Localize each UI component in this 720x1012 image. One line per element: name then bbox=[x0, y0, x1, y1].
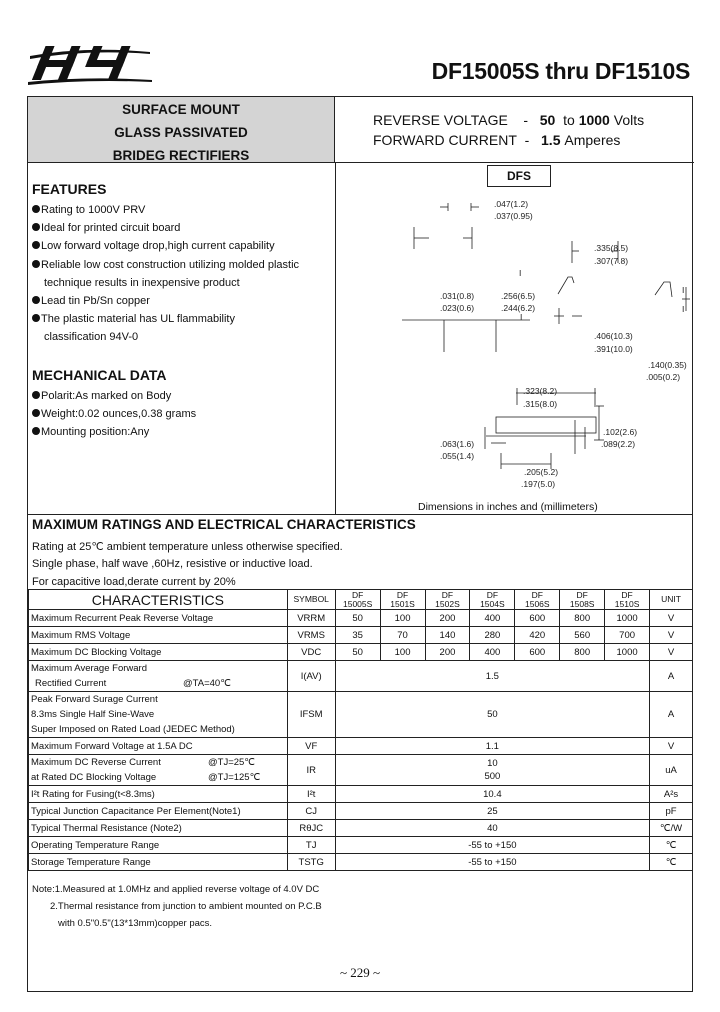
dim-label: .140(0.35) bbox=[648, 360, 687, 370]
list-item: Mounting position:Any bbox=[32, 423, 196, 441]
dim-label: .023(0.6) bbox=[440, 303, 475, 313]
table-row bbox=[29, 786, 693, 803]
characteristic-line: Maximum RMS Voltage bbox=[31, 629, 131, 641]
row-value: 1.1 bbox=[485, 740, 499, 752]
bullet-icon bbox=[32, 223, 40, 231]
dim-label: .197(5.0) bbox=[521, 479, 556, 489]
row-value-span bbox=[335, 692, 649, 738]
row-value: 100 bbox=[380, 610, 425, 627]
row-unit: uA bbox=[650, 755, 693, 786]
row-value: 280 bbox=[470, 627, 515, 644]
list-item: Lead tin Pb/Sn copper bbox=[32, 292, 299, 310]
row-value: 600 bbox=[515, 610, 560, 627]
row-unit: V bbox=[650, 610, 693, 627]
row-characteristic bbox=[29, 786, 288, 803]
col-header-unit: UNIT bbox=[650, 590, 693, 610]
page-title: DF15005S thru DF1510S bbox=[431, 58, 690, 84]
dim-label: I bbox=[519, 268, 522, 278]
row-value-span bbox=[335, 820, 649, 837]
list-item-continuation: technique results in inexpensive product bbox=[44, 276, 240, 289]
row-value: -55 to +150 bbox=[468, 856, 517, 868]
condition-text: @TJ=25℃ bbox=[208, 757, 255, 768]
list-item-continuation: classification 94V-0 bbox=[44, 331, 139, 344]
row-value-span bbox=[335, 786, 649, 803]
dim-label: .323(8.2) bbox=[523, 386, 558, 396]
dim-label: .031(0.8) bbox=[440, 291, 475, 301]
row-value: 25 bbox=[487, 805, 498, 817]
datasheet-frame bbox=[27, 96, 693, 992]
row-value-span bbox=[335, 755, 649, 786]
row-unit: ℃ bbox=[650, 854, 693, 871]
table-row bbox=[29, 738, 693, 755]
condition-text: @TA=40℃ bbox=[183, 678, 231, 689]
row-symbol: IFSM bbox=[287, 692, 335, 738]
dim-label: .335(8.5) bbox=[594, 243, 629, 253]
row-value: 1000 bbox=[605, 610, 650, 627]
table-row bbox=[29, 610, 693, 627]
dim-label: .256(6.5) bbox=[501, 291, 536, 301]
bullet-icon bbox=[32, 205, 40, 213]
product-type-line: SURFACE MOUNT bbox=[122, 102, 240, 117]
footnote: 2.Thermal resistance from junction to ambient mounted on P.C.B bbox=[50, 901, 322, 912]
dim-label: I bbox=[520, 312, 523, 322]
row-value: -55 to +150 bbox=[468, 839, 517, 851]
row-unit: V bbox=[650, 627, 693, 644]
rating-note: Rating at 25℃ ambient temperature unless otherwise specified. bbox=[32, 541, 343, 553]
fc-dash: - bbox=[524, 132, 530, 148]
table-row bbox=[29, 692, 693, 738]
row-symbol: TJ bbox=[287, 837, 335, 854]
characteristic-line: Maximum Forward Voltage at 1.5A DC bbox=[31, 740, 193, 752]
row-unit: pF bbox=[650, 803, 693, 820]
row-value-span bbox=[335, 803, 649, 820]
row-value: 700 bbox=[605, 627, 650, 644]
dim-label: .055(1.4) bbox=[440, 451, 475, 461]
bullet-icon bbox=[32, 409, 40, 417]
col-header-part: DF 15005S bbox=[335, 590, 380, 610]
row-unit: ℃ bbox=[650, 837, 693, 854]
characteristic-line: Maximum DC Reverse Current @TJ=25℃ bbox=[31, 757, 255, 768]
table-row bbox=[29, 644, 693, 661]
table-header-row bbox=[29, 590, 693, 610]
table-row bbox=[29, 820, 693, 837]
col-header-part: DF 1501S bbox=[380, 590, 425, 610]
table-row bbox=[29, 854, 693, 871]
rv-unit: Volts bbox=[613, 112, 645, 128]
row-value-span bbox=[335, 854, 649, 871]
reverse-voltage-line bbox=[373, 110, 694, 130]
col-header-part: DF 1510S bbox=[605, 590, 650, 610]
col-header-part: DF 1508S bbox=[560, 590, 605, 610]
characteristic-line: Typical Junction Capacitance Per Element(Note1) bbox=[31, 805, 241, 817]
characteristics-table bbox=[28, 589, 693, 871]
list-item: Weight:0.02 ounces,0.38 grams bbox=[32, 405, 196, 423]
row-value: 500 bbox=[484, 771, 501, 782]
row-value: 600 bbox=[515, 644, 560, 661]
mechanical-list bbox=[32, 387, 196, 442]
bullet-icon bbox=[32, 391, 40, 399]
forward-current-line bbox=[373, 130, 694, 150]
row-value-span bbox=[335, 661, 649, 692]
row-characteristic bbox=[29, 803, 288, 820]
row-unit: V bbox=[650, 644, 693, 661]
dim-label: .037(0.95) bbox=[494, 211, 533, 221]
characteristic-line: Maximum Recurrent Peak Reverse Voltage bbox=[31, 612, 214, 624]
dim-label: I bbox=[682, 304, 685, 314]
features-list bbox=[32, 201, 299, 347]
row-symbol: VF bbox=[287, 738, 335, 755]
bullet-icon bbox=[32, 241, 40, 249]
list-item: Polarit:As marked on Body bbox=[32, 387, 196, 405]
characteristic-line: Super Imposed on Rated Load (JEDEC Method) bbox=[31, 724, 235, 735]
row-characteristic bbox=[29, 755, 288, 786]
row-symbol: CJ bbox=[287, 803, 335, 820]
row-characteristic bbox=[29, 837, 288, 854]
page-number: ~ 229 ~ bbox=[340, 965, 381, 980]
characteristic-line: Maximum DC Blocking Voltage bbox=[31, 646, 162, 658]
table-row bbox=[29, 627, 693, 644]
dim-label: .391(10.0) bbox=[594, 344, 633, 354]
rating-note: For capacitive load,derate current by 20% bbox=[32, 576, 236, 588]
row-value: 50 bbox=[487, 709, 498, 720]
row-symbol: I(AV) bbox=[287, 661, 335, 692]
dim-label: I bbox=[682, 285, 685, 295]
bullet-icon bbox=[32, 296, 40, 304]
list-item: Low forward voltage drop,high current capability bbox=[32, 237, 299, 255]
row-value: 800 bbox=[560, 610, 605, 627]
dim-label: .102(2.6) bbox=[603, 427, 638, 437]
characteristic-line: Storage Temperature Range bbox=[31, 856, 151, 868]
row-symbol: VRMS bbox=[287, 627, 335, 644]
rv-label: REVERSE VOLTAGE bbox=[373, 112, 508, 128]
characteristic-line: Typical Thermal Resistance (Note2) bbox=[31, 822, 182, 834]
row-characteristic bbox=[29, 820, 288, 837]
row-characteristic bbox=[29, 627, 288, 644]
hy-logo bbox=[26, 40, 156, 88]
row-characteristic bbox=[29, 661, 288, 692]
table-row bbox=[29, 755, 693, 786]
characteristic-line: I²t Rating for Fusing(t<8.3ms) bbox=[31, 788, 155, 800]
dim-label: .244(6.2) bbox=[501, 303, 536, 313]
dim-label: .307(7.8) bbox=[594, 256, 629, 266]
row-unit: A bbox=[650, 661, 693, 692]
col-header-characteristics: CHARACTERISTICS bbox=[29, 590, 288, 610]
footnotes bbox=[32, 881, 322, 932]
list-item: The plastic material has UL flammability bbox=[32, 310, 299, 328]
fc-label: FORWARD CURRENT bbox=[373, 132, 517, 148]
row-characteristic bbox=[29, 738, 288, 755]
table-row bbox=[29, 661, 693, 692]
ratings-summary bbox=[335, 97, 694, 163]
row-value: 400 bbox=[470, 610, 515, 627]
row-symbol: IR bbox=[287, 755, 335, 786]
footnote: Note:1.Measured at 1.0MHz and applied reverse voltage of 4.0V DC bbox=[32, 884, 320, 895]
col-header-symbol: SYMBOL bbox=[287, 590, 335, 610]
product-type-box bbox=[28, 97, 335, 163]
rv-value: 50 bbox=[539, 112, 556, 128]
row-unit: A²s bbox=[650, 786, 693, 803]
dim-label: .063(1.6) bbox=[440, 439, 475, 449]
rv-dash: - bbox=[523, 112, 529, 128]
mechanical-title: MECHANICAL DATA bbox=[32, 367, 167, 383]
row-unit: A bbox=[650, 692, 693, 738]
row-value: 200 bbox=[425, 610, 470, 627]
features-title: FEATURES bbox=[32, 181, 107, 197]
row-value: 420 bbox=[515, 627, 560, 644]
package-label: DFS bbox=[487, 165, 551, 187]
product-type-line: BRIDEG RECTIFIERS bbox=[112, 148, 250, 163]
rating-note: Single phase, half wave ,60Hz, resistive or inductive load. bbox=[32, 558, 313, 570]
characteristic-line: Maximum Average Forward bbox=[31, 663, 147, 674]
characteristic-line: 8.3ms Single Half Sine-Wave bbox=[31, 709, 155, 720]
section-divider bbox=[28, 514, 692, 515]
dim-label: .205(5.2) bbox=[524, 467, 559, 477]
dim-label: .315(8.0) bbox=[523, 399, 558, 409]
table-body bbox=[29, 610, 693, 871]
bullet-icon bbox=[32, 427, 40, 435]
row-value: 10 bbox=[487, 758, 498, 769]
row-symbol: VRRM bbox=[287, 610, 335, 627]
table-row bbox=[29, 803, 693, 820]
row-value: 35 bbox=[335, 627, 380, 644]
product-type-line: GLASS PASSIVATED bbox=[114, 125, 248, 140]
row-value-span bbox=[335, 837, 649, 854]
characteristic-line: Operating Temperature Range bbox=[31, 839, 160, 851]
dim-label: .089(2.2) bbox=[601, 439, 636, 449]
dim-label: .406(10.3) bbox=[594, 331, 633, 341]
row-value: 560 bbox=[560, 627, 605, 644]
dimension-drawing bbox=[336, 177, 693, 507]
row-value: 100 bbox=[380, 644, 425, 661]
bullet-icon bbox=[32, 314, 40, 322]
row-characteristic bbox=[29, 692, 288, 738]
ratings-title: MAXIMUM RATINGS AND ELECTRICAL CHARACTERISTICS bbox=[32, 517, 416, 532]
condition-text: @TJ=125℃ bbox=[208, 772, 261, 783]
list-item: Reliable low cost construction utilizing molded plastic bbox=[32, 256, 299, 274]
dim-label: .005(0.2) bbox=[646, 372, 681, 382]
row-value: 1.5 bbox=[485, 670, 499, 682]
dim-label: .047(1.2) bbox=[494, 199, 529, 209]
row-value: 50 bbox=[335, 610, 380, 627]
row-unit: ℃/W bbox=[650, 820, 693, 837]
row-value: 10.4 bbox=[483, 788, 502, 800]
row-symbol: VDC bbox=[287, 644, 335, 661]
table-row bbox=[29, 837, 693, 854]
row-value: 200 bbox=[425, 644, 470, 661]
row-value: 40 bbox=[487, 822, 498, 834]
row-value: 400 bbox=[470, 644, 515, 661]
row-value: 50 bbox=[335, 644, 380, 661]
characteristic-line: Rectified Current @TA=40℃ bbox=[35, 678, 231, 689]
fc-value: 1.5 bbox=[541, 132, 561, 148]
row-characteristic bbox=[29, 610, 288, 627]
row-value: 1000 bbox=[605, 644, 650, 661]
row-unit: V bbox=[650, 738, 693, 755]
row-value: 140 bbox=[425, 627, 470, 644]
row-characteristic bbox=[29, 854, 288, 871]
dimension-note: Dimensions in inches and (millimeters) bbox=[418, 501, 598, 513]
list-item: Ideal for printed circuit board bbox=[32, 219, 299, 237]
row-value-span bbox=[335, 738, 649, 755]
col-header-part: DF 1506S bbox=[515, 590, 560, 610]
row-characteristic bbox=[29, 644, 288, 661]
fc-unit: Amperes bbox=[564, 132, 621, 148]
rv-value2: 1000 bbox=[578, 112, 610, 128]
footnote: with 0.5"0.5"(13*13mm)copper pacs. bbox=[58, 918, 213, 929]
row-symbol: RθJC bbox=[287, 820, 335, 837]
row-symbol: I²t bbox=[287, 786, 335, 803]
characteristic-line: Peak Forward Surage Current bbox=[31, 694, 158, 705]
col-header-part: DF 1504S bbox=[470, 590, 515, 610]
row-symbol: TSTG bbox=[287, 854, 335, 871]
characteristic-line: at Rated DC Blocking Voltage @TJ=125℃ bbox=[31, 772, 261, 783]
col-header-part: DF 1502S bbox=[425, 590, 470, 610]
row-value: 70 bbox=[380, 627, 425, 644]
rv-to: to bbox=[563, 112, 575, 128]
row-value: 800 bbox=[560, 644, 605, 661]
list-item: Rating to 1000V PRV bbox=[32, 201, 299, 219]
bullet-icon bbox=[32, 260, 40, 268]
